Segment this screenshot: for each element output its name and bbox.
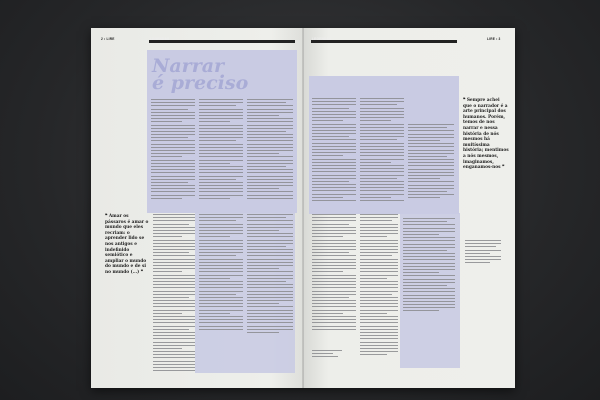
right-text-col-2 <box>360 98 404 208</box>
quote-close-icon: ❞ <box>140 269 144 275</box>
author-credit-block <box>312 350 342 362</box>
right-section-label: LEGENDAS <box>312 37 332 41</box>
right-text-col-6 <box>403 218 455 318</box>
right-pull-quote <box>463 98 509 171</box>
right-text-col-3 <box>408 124 454 204</box>
left-text-col-5 <box>199 214 243 334</box>
article-title <box>152 55 249 94</box>
left-text-col-4 <box>153 214 195 374</box>
quote-open-icon: ❝ <box>105 214 108 219</box>
left-folio: 2 • LIRE <box>101 37 115 41</box>
left-page <box>91 28 303 388</box>
center-fold <box>302 28 304 388</box>
right-folio: LIRE • 3 <box>487 37 501 41</box>
right-page <box>303 28 515 388</box>
left-pull-quote-text: Amar os pássaros é amar o mundo que eles recriam: o aprender lido se nos antigos e indefinido semiótico e ampliar o mundo do mundo e de si no mundo (...) <box>105 214 149 275</box>
left-pull-quote <box>105 214 149 276</box>
newspaper-spread <box>91 28 515 388</box>
right-pull-quote-text: Sempre achei que o narrador é a arte principal dos humanos. Porém, temos de nos narrar e nessa história de nós mesmos há muitíssima história; mentimos a nós mesmos, imaginamos, enganamos-nos <box>463 98 509 171</box>
title-line-1: Narrar <box>152 55 225 77</box>
left-header-rule <box>149 40 295 43</box>
right-caption-block <box>465 240 501 270</box>
right-text-col-4 <box>312 214 356 334</box>
left-text-col-6 <box>247 214 293 342</box>
right-quote-close-icon: ❞ <box>502 165 505 171</box>
left-text-col-3 <box>247 99 293 207</box>
right-text-col-1 <box>312 98 356 208</box>
right-header-rule <box>311 40 457 43</box>
left-text-col-1 <box>151 99 195 207</box>
right-text-col-5 <box>360 214 398 364</box>
left-text-col-2 <box>199 99 243 207</box>
title-line-2: é preciso <box>152 72 249 94</box>
right-quote-open-icon: ❝ <box>463 98 466 103</box>
left-section-label: LEGENDAS <box>150 37 170 41</box>
